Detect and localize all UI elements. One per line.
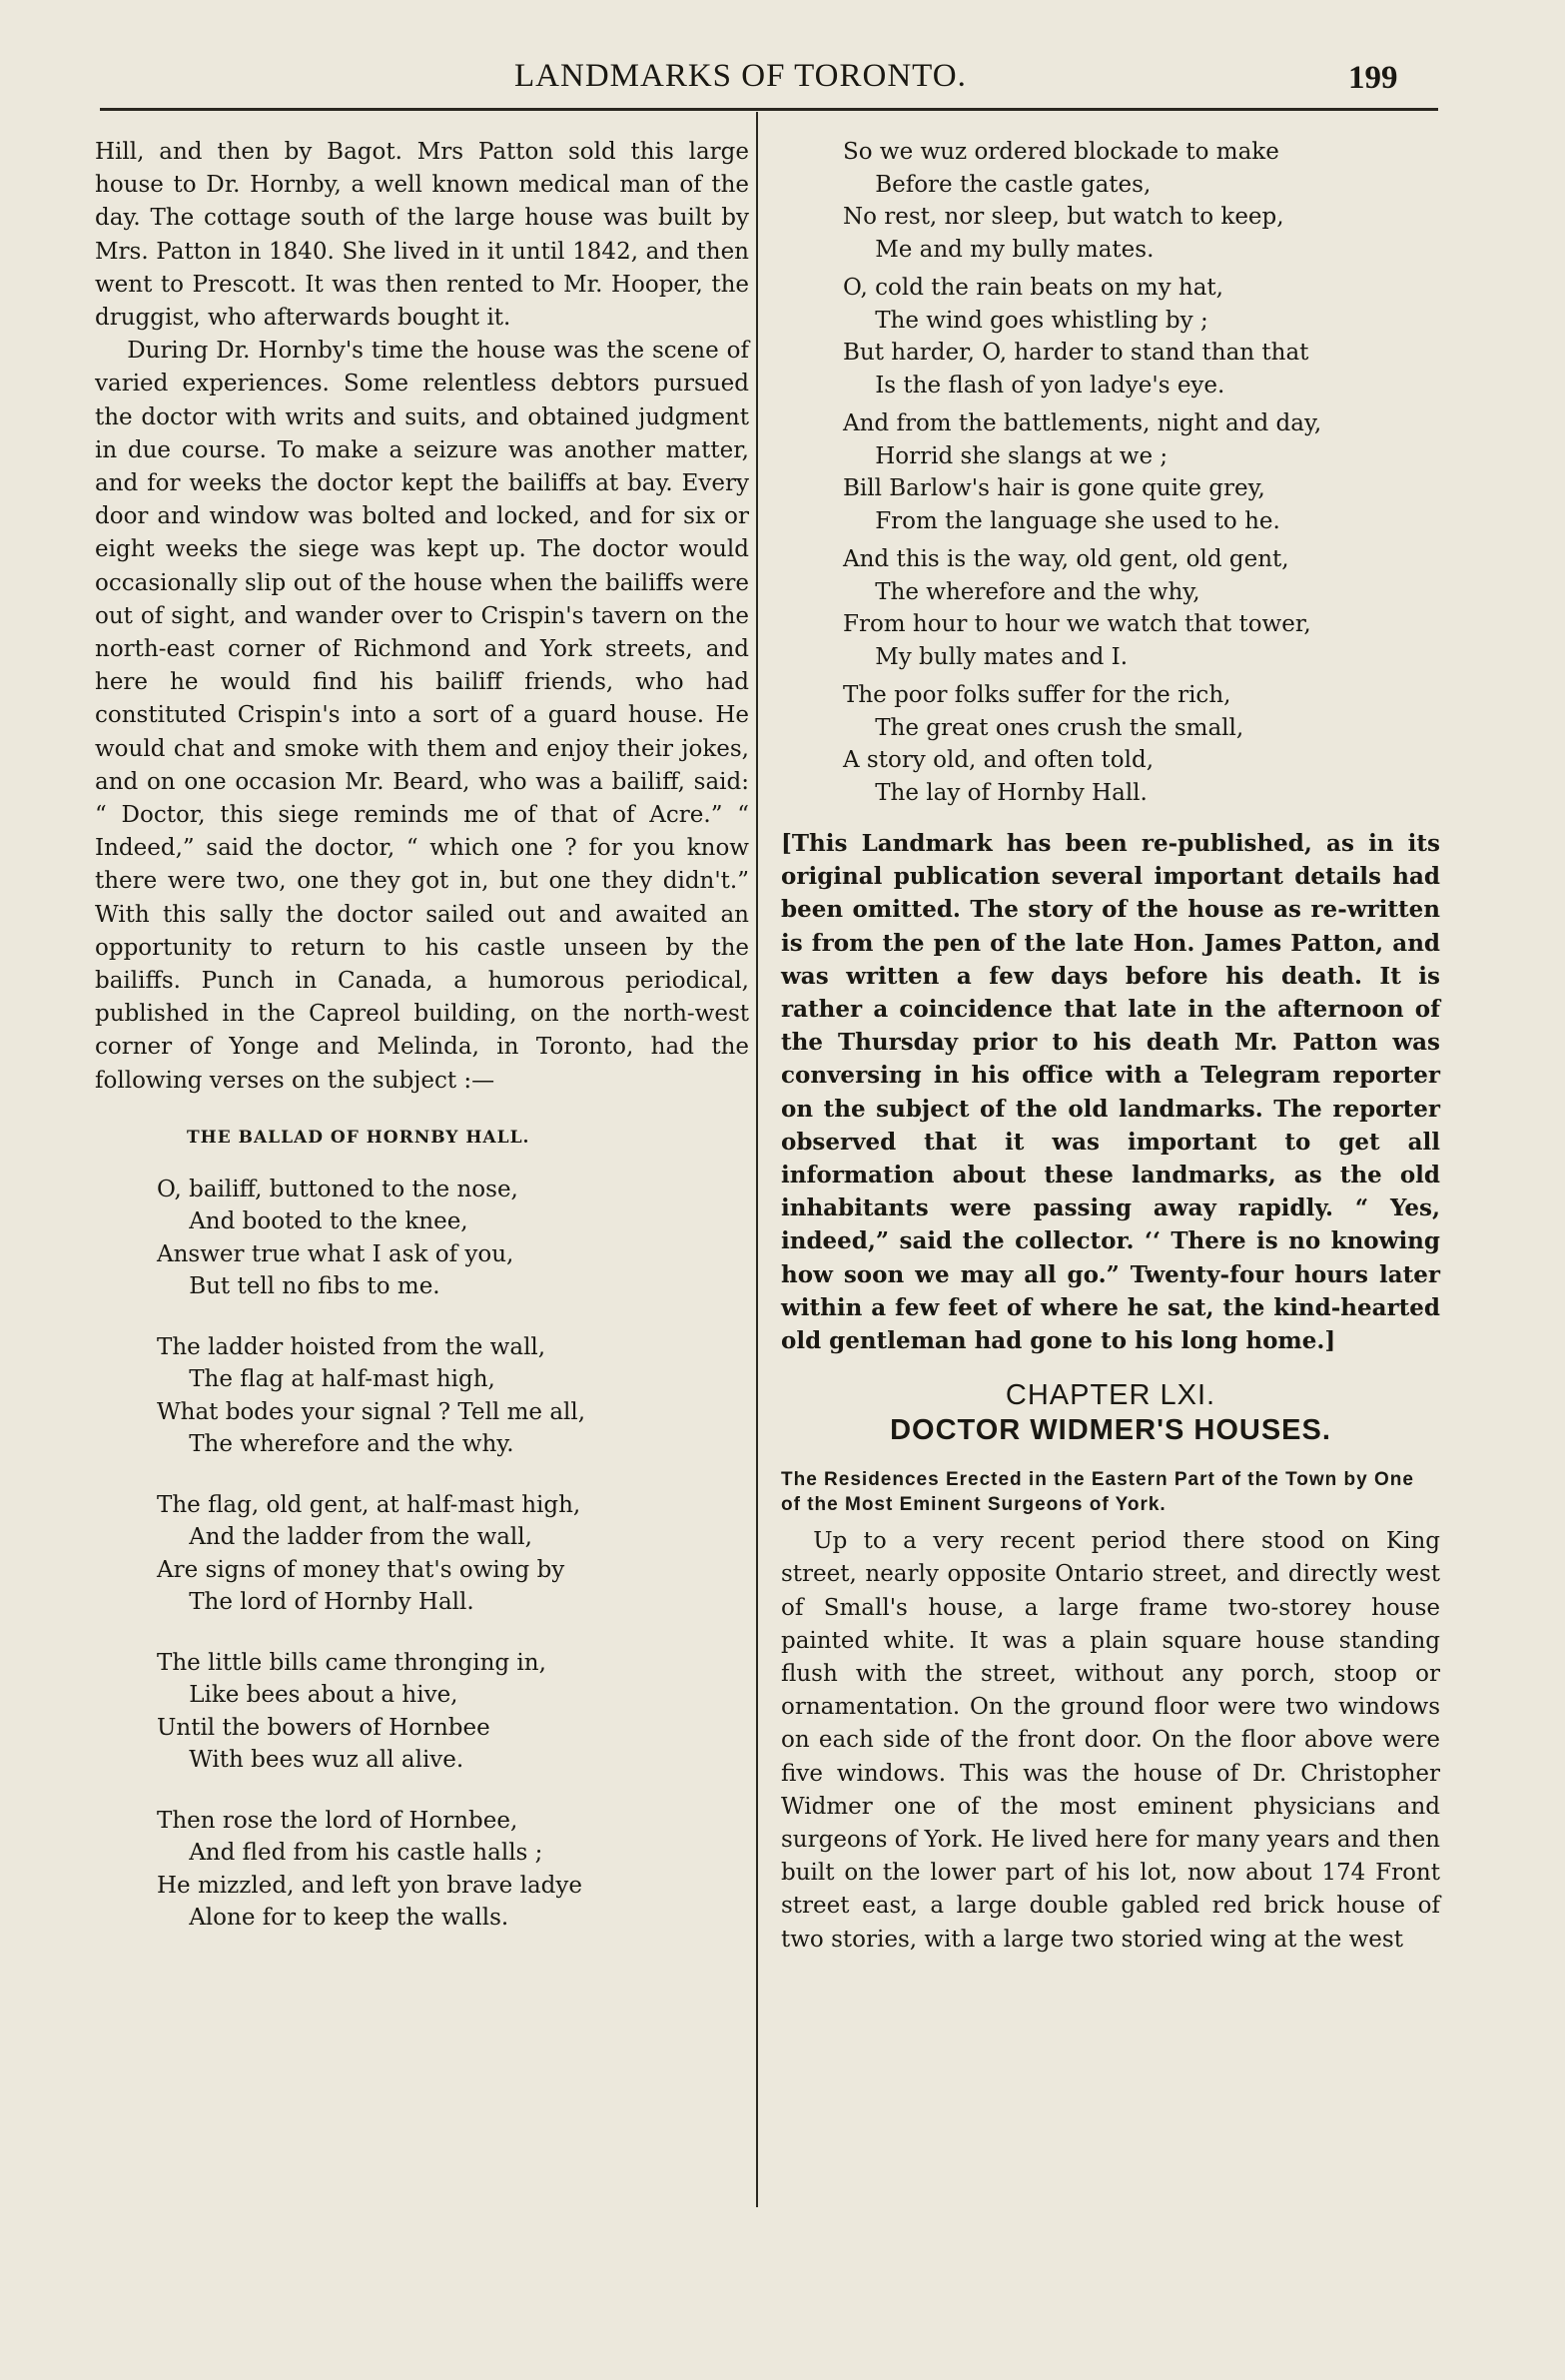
running-header-title: LANDMARKS OF TORONTO. — [514, 58, 967, 94]
verse-line: The great ones crush the small, — [875, 714, 1244, 741]
left-column — [95, 136, 749, 1963]
verse-line: Then rose the lord of Hornbee, — [157, 1807, 518, 1834]
verse-line: And booted to the knee, — [189, 1208, 468, 1235]
body-paragraph: Hill, and then by Bagot. Mrs Patton sold this large house to Dr. Hornby, a well known medical man of the day. The cottage south of the large house was built by Mrs. Patton in 1840. She lived in it until 1842, and then went to Prescott. It was then rented to Mr. Hooper, the druggist, who afterwards bought it. — [95, 139, 749, 332]
verse-line: The flag, old gent, at half-mast high, — [157, 1491, 581, 1518]
verse-line: O, cold the rain beats on my hat, — [843, 275, 1223, 301]
verse-line: The flag at half-mast high, — [189, 1366, 495, 1393]
column-divider — [756, 112, 758, 2207]
ballad-stanza — [157, 1174, 749, 1303]
chapter-paragraph: Up to a very recent period there stood on King street, nearly opposite Ontario street, and directly west of Small's house, a large frame two-storey house painted white. It was a plain square house standing flush with the street, without any porch, stoop or ornamentation. On the ground floor were two windows on each side of the front door. On the floor above were five windows. This was the house of Dr. Christopher Widmer one of the most eminent physicians and surgeons of York. He lived here for many years and then built on the lower part of his lot, now about 174 Front street east, a large double gabled red brick house of two stories, with a large two storied wing at the west — [781, 1528, 1440, 1953]
verse-line: He mizzled, and left yon brave ladye — [157, 1872, 582, 1899]
verse-line: And from the battlements, night and day, — [843, 410, 1322, 436]
verse-line: The wherefore and the why, — [875, 578, 1200, 605]
verse-line: The little bills came thronging in, — [157, 1649, 546, 1676]
verse-line: And fled from his castle halls ; — [189, 1840, 543, 1867]
verse-line: No rest, nor sleep, but watch to keep, — [843, 204, 1284, 230]
verse-line: Is the flash of yon ladye's eye. — [875, 372, 1225, 398]
ballad-stanza — [843, 136, 1440, 266]
verse-line: The lord of Hornby Hall. — [189, 1589, 474, 1616]
verse-line: Horrid she slangs at we ; — [875, 442, 1169, 469]
verse-line: With bees wuz all alive. — [189, 1747, 464, 1774]
page-number: 199 — [1348, 60, 1398, 96]
verse-line: And this is the way, old gent, old gent, — [843, 546, 1289, 572]
right-column — [781, 136, 1440, 1957]
header-rule — [100, 108, 1438, 111]
verse-line: O, bailiff, buttoned to the nose, — [157, 1176, 518, 1202]
verse-line: Before the castle gates, — [875, 171, 1152, 198]
ballad-stanza — [157, 1331, 749, 1461]
ballad-stanza — [843, 272, 1440, 401]
verse-line: But harder, O, harder to stand than that — [843, 340, 1309, 366]
chapter-title: DOCTOR WIDMER'S HOUSES. — [890, 1414, 1331, 1447]
verse-line: Like bees about a hive, — [189, 1682, 458, 1709]
verse-line: The poor folks suffer for the rich, — [843, 682, 1231, 708]
verse-line: Are signs of money that's owing by — [157, 1556, 565, 1583]
ballad-stanza — [843, 407, 1440, 537]
verse-line: The lay of Hornby Hall. — [875, 779, 1148, 806]
ballad-stanza — [157, 1647, 749, 1777]
verse-line: My bully mates and I. — [875, 643, 1129, 670]
verse-line: So we wuz ordered blockade to make — [843, 139, 1279, 165]
body-paragraph: During Dr. Hornby's time the house was the scene of varied experiences. Some relentless debtors pursued the doctor with writs and suits, and obtained judgment in due course. To make a seizure was another matter, and for weeks the doctor kept the bailiffs at bay. Every door and window was bolted and locked, and for six or eight weeks the siege was kept up. The doctor would occasionally slip out of the house when the bailiffs were out of sight, and wander over to Crispin's tavern on the north-east corner of Richmond and York streets, and here he would find his bailiff friends, who had constituted Crispin's into a sort of a guard house. He would chat and smoke with them and enjoy their jokes, and on one occasion Mr. Beard, who was a bailiff, said: “ Doctor, this siege reminds me of that of Acre.” “ Indeed,” said the doctor, “ which one ? for you know there were two, one they got in, but one they didn't.” With this sally the doctor sailed out and awaited an opportunity to return to his castle unseen by the bailiffs. Punch in Canada, a humorous periodical, published in the Capreol building, on the north-west corner of Yonge and Melinda, in Toronto, had the following verses on the subject :— — [95, 338, 749, 1094]
ballad-stanza — [843, 543, 1440, 673]
verse-line: The wherefore and the why. — [189, 1431, 514, 1458]
verse-line: Alone for to keep the walls. — [189, 1905, 509, 1932]
verse-line: Answer true what I ask of you, — [157, 1240, 514, 1267]
chapter-number: CHAPTER LXI. — [1005, 1379, 1216, 1412]
ballad-title: THE BALLAD OF HORNBY HALL. — [187, 1127, 530, 1148]
ballad-stanza — [843, 679, 1440, 809]
verse-line: From the language she used to he. — [875, 507, 1280, 534]
verse-line: But tell no fibs to me. — [189, 1273, 440, 1300]
verse-line: A story old, and often told, — [843, 747, 1155, 773]
verse-line: Until the bowers of Hornbee — [157, 1714, 490, 1741]
verse-line: From hour to hour we watch that tower, — [843, 611, 1311, 637]
editorial-note: [This Landmark has been re-published, as in its original publication several important details had been omitted. The story of the house as re-written is from the pen of the late Hon. James Patton, and was written a few days before his death. It is rather a coincidence that late in the afternoon of the Thursday prior to his death Mr. Patton was conversing in his office with a Telegram reporter on the subject of the old landmarks. The reporter observed that it was important to get all information about these landmarks, as the old inhabitants were passing away rapidly. “ Yes, indeed,” said the collector. ‘‘ There is no knowing how soon we may all go.” Twenty-four hours later within a few feet of where he sat, the kind-hearted old gentleman had gone to his long home.] — [781, 830, 1440, 1355]
chapter-subheading: The Residences Erected in the Eastern Part of the Town by One of the Most Eminent Surgeons of York. — [781, 1469, 1414, 1516]
ballad-stanza — [157, 1489, 749, 1619]
verse-line: Me and my bully mates. — [875, 236, 1155, 263]
verse-line: What bodes your signal ? Tell me all, — [157, 1398, 586, 1425]
verse-line: And the ladder from the wall, — [189, 1524, 532, 1551]
ballad-stanza — [157, 1805, 749, 1935]
verse-line: The wind goes whistling by ; — [875, 307, 1208, 334]
verse-line: Bill Barlow's hair is gone quite grey, — [843, 475, 1265, 501]
verse-line: The ladder hoisted from the wall, — [157, 1333, 546, 1360]
